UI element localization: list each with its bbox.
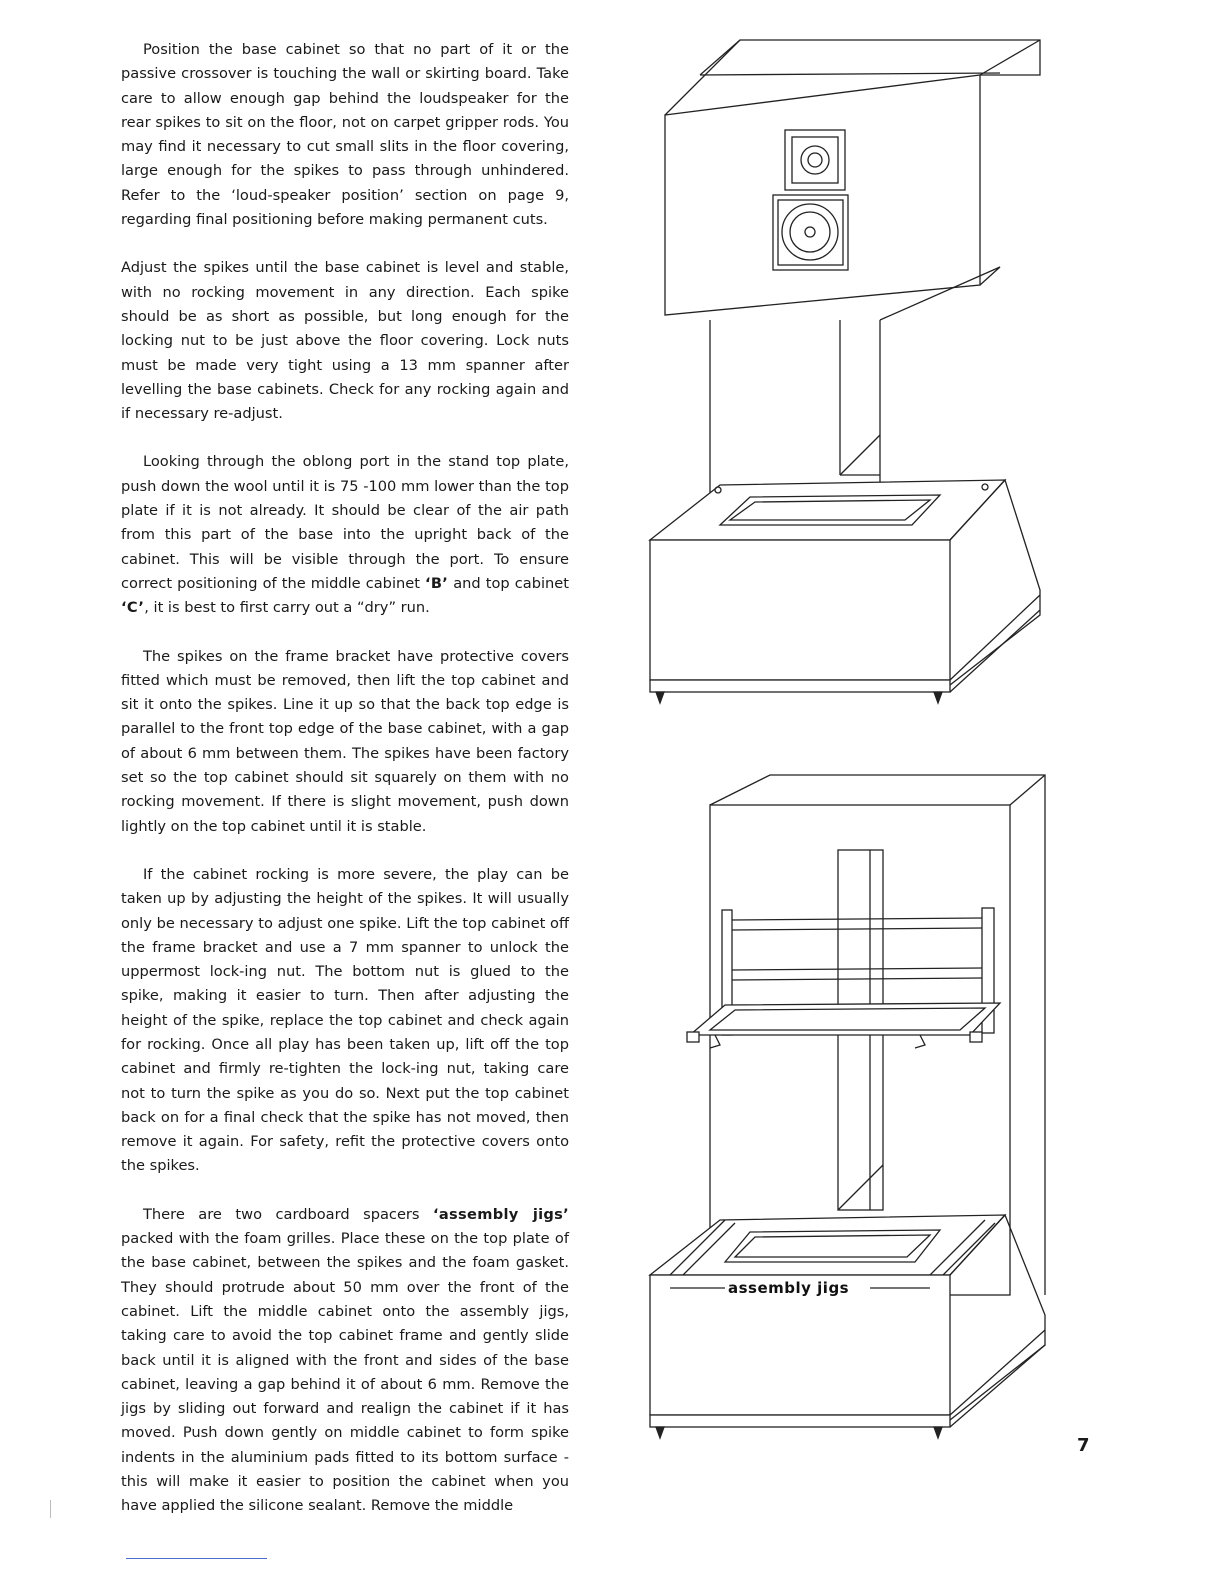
footer-rule: [126, 1558, 267, 1559]
paragraph-5: If the cabinet rocking is more severe, the play can be taken up by adjusting the height of the spikes. It will usually only be necessary to adjust one spike. Lift the top cabinet off the frame bracket and use a 7 mm spanner to unlock the uppermost lock-ing nut. The bottom nut is glued to the spike, making it easier to turn. Then after adjusting the height of the spike, replace the top cabinet and check again for rocking. Once all play has been taken up, lift off the top cabinet and firmly re-tighten the lock-ing nut, taking care not to turn the spike as you do so. Next put the top cabinet back on for a final check that the spike has not moved, then remove it again. For safety, refit the protective covers onto the spikes.: [121, 865, 569, 1175]
paragraph-1: Position the base cabinet so that no part of it or the passive crossover is touching the wall or skirting board. Take care to allow enough gap behind the loudspeaker for the rear spikes to sit on the floor, not on carpet gripper rods. You may find it necessary to cut small slits in the floor covering, large enough for the spikes to pass through unhindered. Refer to the ‘loud-speaker position’ section on page 9, regarding final positioning before making permanent cuts.: [121, 41, 569, 229]
paragraph-6: There are two cardboard spacers ‘assembly jigs’ packed with the foam grilles. Place these on the top plate of the base cabinet, between the spikes and the foam gasket. They should protrude about 50 mm over the front of the cabinet. Lift the middle cabinet onto the assembly jigs, taking care to avoid the top cabinet frame and gently slide back until it is aligned with the front and sides of the base cabinet, leaving a gap behind it of about 6 mm. Remove the jigs by sliding out forward and realign the cabinet if it has moved. Push down gently on middle cabinet to form spike indents in the aluminium pads fitted to its bottom surface - this will make it easier to position the cabinet when you have applied the silicone sealant. Remove the middle: [121, 1205, 570, 1515]
body-text-column: [121, 38, 569, 1543]
top-cabinet-illustration: [640, 35, 1060, 715]
paragraph-4: The spikes on the frame bracket have protective covers fitted which must be removed, then lift the top cabinet and sit it onto the spikes. Line it up so that the back top edge is parallel to the front top edge of the base cabinet, with a gap of about 6 mm between them. The spikes have been factory set so the top cabinet should sit squarely on them with no rocking movement. If there is slight movement, push down lightly on the top cabinet until it is stable.: [121, 647, 569, 835]
assembly-jigs-ref: ‘assembly jigs’: [433, 1205, 570, 1223]
assembly-jigs-illustration: [640, 770, 1060, 1450]
cabinet-c-ref: ‘C’: [121, 599, 145, 617]
paragraph-3: Looking through the oblong port in the stand top plate, push down the wool until it is 75 -100 mm lower than the top plate if it is not already. It should be clear of the air path from this part of the base into the upright back of the cabinet. This will be visible through the port. To ensure correct positioning of the middle cabinet ‘B’ and top cabinet ‘C’, it is best to first carry out a “dry” run.: [121, 453, 569, 617]
assembly-jigs-label: assembly jigs: [728, 1279, 850, 1297]
scan-margin-mark: [50, 1500, 51, 1518]
paragraph-2: Adjust the spikes until the base cabinet is level and stable, with no rocking movement in any direction. Each spike should be as short as possible, but long enough for the locking nut to be just above the floor covering. Lock nuts must be made very tight using a 13 mm spanner after levelling the base cabinets. Check for any rocking again and if necessary re-adjust.: [121, 259, 569, 423]
page-number: 7: [1077, 1435, 1090, 1456]
cabinet-b-ref: ‘B’: [425, 574, 449, 592]
